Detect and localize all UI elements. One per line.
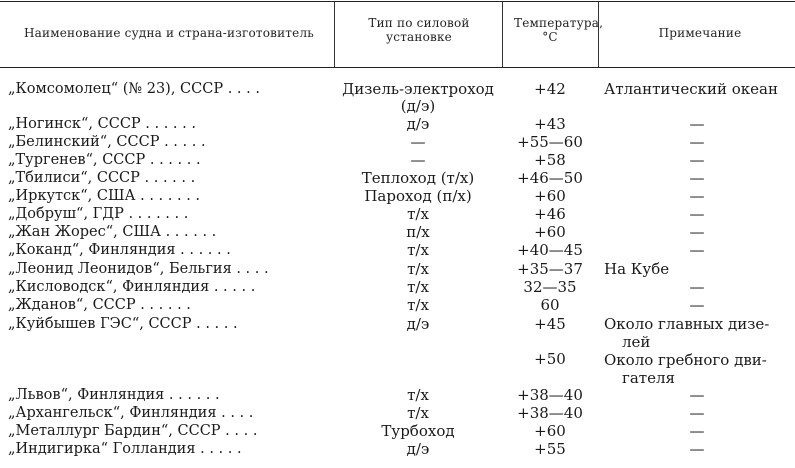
- propulsion-type: Теплоход (т/х): [361, 169, 475, 187]
- note-secondary: Около гребного дви-: [604, 351, 767, 369]
- note-secondary-cont: гателя: [622, 369, 675, 387]
- temperature: +60: [534, 422, 566, 440]
- propulsion-type-cont: (д/э): [400, 97, 436, 115]
- temperature: +42: [534, 80, 566, 98]
- temperature: +58: [534, 151, 566, 169]
- header-temp: Температура, °С: [514, 16, 604, 44]
- table-row: [0, 151, 795, 169]
- vessel-name: „Леонид Леонидов“, Бельгия . . . .: [8, 261, 269, 277]
- temperature: +38—40: [517, 386, 583, 404]
- vessel-name: „Добруш“, ГДР . . . . . . .: [8, 206, 189, 222]
- table-row: [0, 404, 795, 422]
- note: —: [689, 223, 705, 241]
- propulsion-type: т/х: [407, 296, 429, 314]
- temperature: +40—45: [517, 241, 583, 259]
- note: На Кубе: [604, 260, 670, 278]
- temperature: +45: [534, 315, 566, 333]
- note: —: [689, 404, 705, 422]
- temperature: +35—37: [517, 260, 583, 278]
- note-cont: лей: [622, 333, 651, 351]
- note: Атлантический океан: [604, 80, 778, 98]
- temperature: +38—40: [517, 404, 583, 422]
- table-row: [0, 187, 795, 205]
- vessel-name: „Ногинск“, СССР . . . . . .: [8, 116, 196, 132]
- propulsion-type: д/э: [406, 315, 430, 333]
- table-row: [0, 422, 795, 440]
- table-row: [0, 205, 795, 223]
- propulsion-type: д/э: [406, 115, 430, 133]
- header-separator-3: [598, 2, 599, 68]
- header-note: Примечание: [658, 26, 742, 40]
- vessel-name: „Коканд“, Финляндия . . . . . .: [8, 242, 231, 258]
- temperature: +46: [534, 205, 566, 223]
- table-row: [0, 169, 795, 187]
- note: —: [689, 115, 705, 133]
- note: —: [689, 241, 705, 259]
- table-row: [0, 223, 795, 241]
- vessel-name: „Металлург Бардин“, СССР . . . .: [8, 423, 258, 439]
- header-type: Тип по силовой установке: [368, 16, 470, 44]
- propulsion-type: т/х: [407, 404, 429, 422]
- vessel-name: „Кисловодск“, Финляндия . . . . .: [8, 279, 256, 295]
- vessel-name: „Жан Жорес“, США . . . . . .: [8, 224, 217, 240]
- table-row: [0, 115, 795, 133]
- temperature: 32—35: [523, 278, 577, 296]
- note: —: [689, 296, 705, 314]
- propulsion-type: —: [410, 133, 426, 151]
- header-separator-1: [334, 2, 335, 68]
- note: —: [689, 422, 705, 440]
- note: —: [689, 187, 705, 205]
- table-row: [0, 440, 795, 458]
- table-row: [0, 80, 795, 98]
- propulsion-type: Пароход (п/х): [364, 187, 472, 205]
- propulsion-type: т/х: [407, 278, 429, 296]
- temperature: +43: [534, 115, 566, 133]
- temperature: +60: [534, 187, 566, 205]
- propulsion-type: Турбоход: [381, 422, 455, 440]
- vessel-name: „Архангельск“, Финляндия . . . .: [8, 405, 254, 421]
- propulsion-type: —: [410, 151, 426, 169]
- note: —: [689, 278, 705, 296]
- header-bottom-rule: [0, 67, 795, 68]
- header-separator-2: [502, 2, 503, 68]
- vessel-name: „Тургенев“, СССР . . . . . .: [8, 152, 201, 168]
- propulsion-type: п/х: [406, 223, 430, 241]
- propulsion-type: т/х: [407, 260, 429, 278]
- table-top-rule: [0, 1, 795, 2]
- temperature: +55: [534, 440, 566, 458]
- propulsion-type: Дизель-электроход: [342, 80, 494, 98]
- note: —: [689, 169, 705, 187]
- table-row: [0, 278, 795, 296]
- note: —: [689, 440, 705, 458]
- temperature: +60: [534, 223, 566, 241]
- table-row: [0, 386, 795, 404]
- vessel-name: „Индигирка“ Голландия . . . . .: [8, 441, 242, 457]
- header-name: Наименование судна и страна-изготовитель: [23, 26, 315, 40]
- table-row: [0, 133, 795, 151]
- note: —: [689, 151, 705, 169]
- note: Около главных дизе-: [604, 315, 770, 333]
- vessel-name: „Львов“, Финляндия . . . . . .: [8, 387, 220, 403]
- vessel-name: „Куйбышев ГЭС“, СССР . . . . .: [8, 316, 238, 332]
- note: —: [689, 205, 705, 223]
- table-row: [0, 241, 795, 259]
- temperature-secondary: +50: [534, 350, 566, 368]
- note: —: [689, 386, 705, 404]
- vessel-name: „Тбилиси“, СССР . . . . . .: [8, 170, 196, 186]
- table-row: [0, 260, 795, 278]
- vessel-name: „Иркутск“, США . . . . . . .: [8, 188, 201, 204]
- table-row: [0, 315, 795, 333]
- propulsion-type: т/х: [407, 241, 429, 259]
- temperature: +46—50: [517, 169, 583, 187]
- temperature: 60: [540, 296, 560, 314]
- propulsion-type: д/э: [406, 440, 430, 458]
- note: —: [689, 133, 705, 151]
- vessel-name: „Комсомолец“ (№ 23), СССР . . . .: [8, 81, 260, 97]
- propulsion-type: т/х: [407, 386, 429, 404]
- table-row: [0, 296, 795, 314]
- temperature: +55—60: [517, 133, 583, 151]
- vessel-name: „Жданов“, СССР . . . . . .: [8, 297, 191, 313]
- vessel-name: „Белинский“, СССР . . . . .: [8, 134, 206, 150]
- propulsion-type: т/х: [407, 205, 429, 223]
